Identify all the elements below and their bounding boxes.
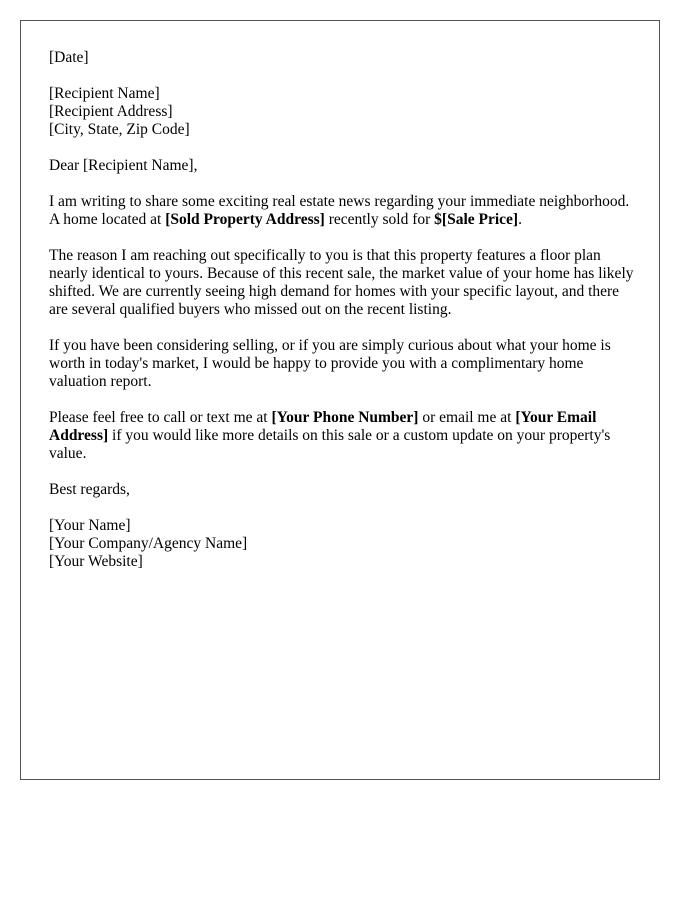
p4-text-c: or email me at — [418, 409, 516, 426]
sold-property-address: [Sold Property Address] — [165, 211, 325, 228]
paragraph-offer: If you have been considering selling, or if you are simply curious about what your home is worth in today's market, I would be happy to provide you with a complimentary home valuation report. — [49, 337, 611, 390]
email-address: [Your Email Address] — [49, 409, 597, 444]
date-line: [Date] — [49, 49, 89, 66]
p4-text-a: Please feel free to call or text me at — [49, 409, 272, 426]
phone-number: [Your Phone Number] — [271, 409, 419, 426]
signature-website: [Your Website] — [49, 553, 143, 570]
signature-company: [Your Company/Agency Name] — [49, 535, 248, 552]
p1-text-c: recently sold for — [324, 211, 435, 228]
recipient-block — [49, 85, 639, 139]
recipient-name: [Recipient Name] — [49, 85, 160, 102]
paragraph-contact — [49, 409, 639, 463]
letter-page — [20, 20, 660, 780]
paragraph-news — [49, 193, 639, 229]
closing: Best regards, — [49, 481, 130, 498]
greeting: Dear [Recipient Name], — [49, 157, 198, 174]
signature-name: [Your Name] — [49, 517, 131, 534]
recipient-city: [City, State, Zip Code] — [49, 121, 190, 138]
letter-body — [49, 49, 639, 589]
sale-price: $[Sale Price] — [434, 211, 519, 228]
recipient-address: [Recipient Address] — [49, 103, 173, 120]
p4-text-e: if you would like more details on this sale or a custom update on your property's value. — [49, 427, 611, 462]
paragraph-reason: The reason I am reaching out specifically to you is that this property features a floor plan nearly identical to yours. Because of this recent sale, the market value of your home has likely shifted. We are currently seeing high demand for homes with your specific layout, and there are several qualified buyers who missed out on the recent listing. — [49, 247, 634, 318]
p1-text-e: . — [518, 211, 522, 228]
p1-text-a: I am writing to share some exciting real estate news regarding your immediate neighborhood. A home located at — [49, 193, 630, 228]
signature-block — [49, 517, 639, 571]
